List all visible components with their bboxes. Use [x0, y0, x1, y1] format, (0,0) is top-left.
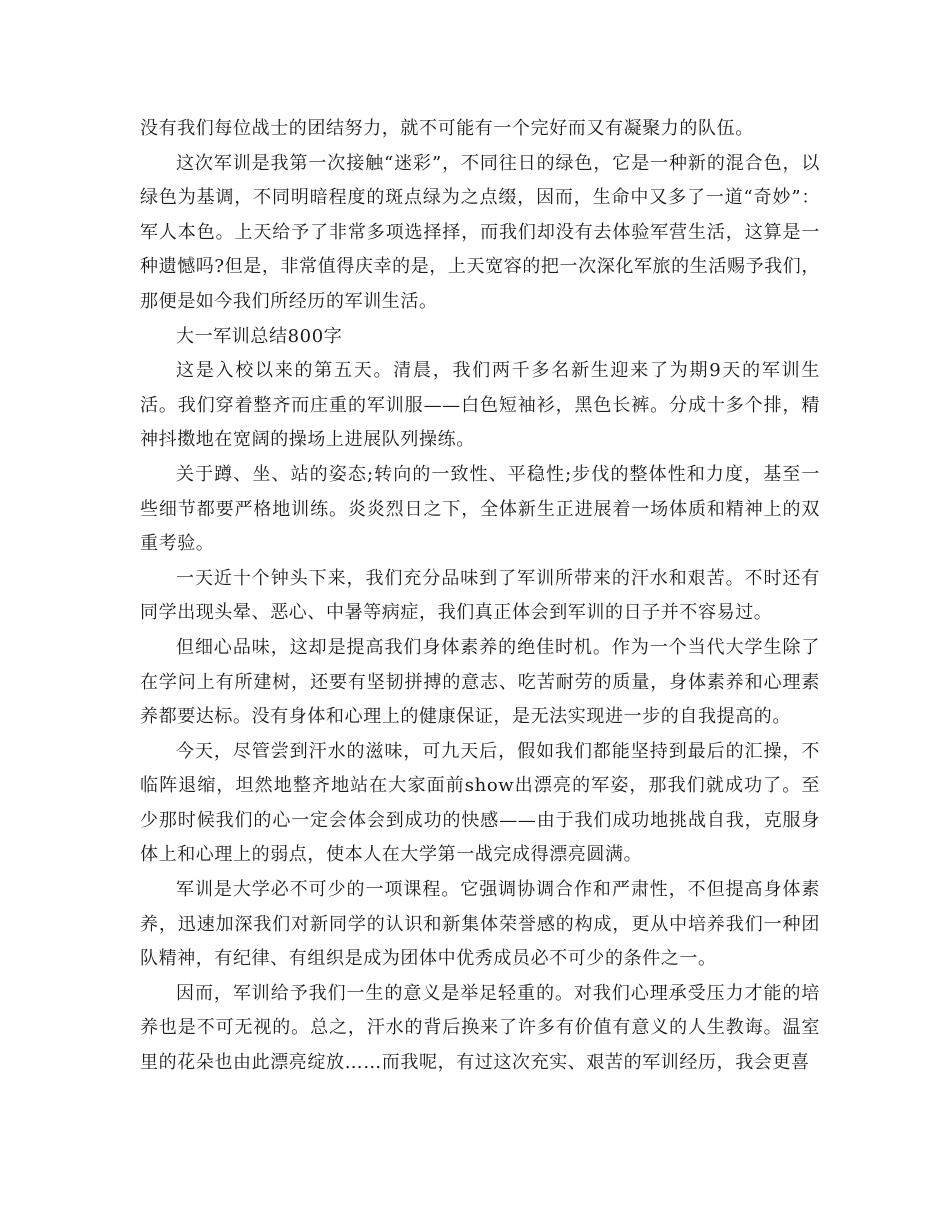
paragraph-6: 但细心品味，这却是提高我们身体素养的绝佳时机。作为一个当代大学生除了在学问上有所建树，还要有坚韧拼搏的意志、吃苦耐劳的质量，身体素养和心理素养都要达标。没有身体和心理上的健康保证，是无法实现进一步的自我提高的。: [140, 636, 820, 728]
paragraph-8: 军训是大学必不可少的一项课程。它强调协调合作和严肃性，不但提高身体素养，迅速加深我们对新同学的认识和新集体荣誉感的构成，更从中培养我们一种团队精神，有纪律、有组织是成为团体中优秀成员必不可少的条件之一。: [140, 879, 820, 970]
paragraph-3: 这是入校以来的第五天。清晨，我们两千多名新生迎来了为期9天的军训生活。我们穿着整齐而庄重的军训服——白色短袖衫，黑色长裤。分成十多个排，精神抖擞地在宽阔的操场上进展队列操练。: [140, 360, 820, 451]
paragraph-9: 因而，军训给予我们一生的意义是举足轻重的。对我们心理承受压力才能的培养也是不可无视的。总之，汗水的背后换来了许多有价值有意义的人生教诲。温室里的花朵也由此漂亮绽放……而我呢，有过这次充实、艰苦的军训经历，我会更喜: [140, 982, 820, 1074]
section-heading: 大一军训总结800字: [176, 325, 343, 347]
paragraph-2: 这次军训是我第一次接触“迷彩”，不同往日的绿色，它是一种新的混合色，以绿色为基调，不同明暗程度的斑点绿为之点缀，因而，生命中又多了一道“奇妙”：军人本色。上天给予了非常多项选择择，而我们却没有去体验军营生活，这算是一种遗憾吗?但是，非常值得庆幸的是，上天宽容的把一次深化军旅的生活赐予我们，那便是如今我们所经历的军训生活。: [140, 152, 820, 312]
paragraph-1: 没有我们每位战士的团结努力，就不可能有一个完好而又有凝聚力的队伍。: [140, 118, 754, 139]
document-page: [140, 112, 820, 1081]
paragraph-4: 关于蹲、坐、站的姿态;转向的一致性、平稳性;步伐的整体性和力度，基至一些细节都要严格地训练。炎炎烈日之下，全体新生正进展着一场体质和精神上的双重考验。: [140, 463, 821, 555]
paragraph-5: 一天近十个钟头下来，我们充分品味到了军训所带来的汗水和艰苦。不时还有同学出现头晕、恶心、中暑等病症，我们真正体会到军训的日子并不容易过。: [140, 567, 820, 624]
paragraph-7: 今天，尽管尝到汗水的滋味，可九天后，假如我们都能坚持到最后的汇操，不临阵退缩，坦然地整齐地站在大家面前show出漂亮的军姿，那我们就成功了。至少那时候我们的心一定会体会到成功的快感——由于我们成功地挑战自我，克服身体上和心理上的弱点，使本人在大学第一战完成得漂亮圆满。: [140, 740, 820, 866]
